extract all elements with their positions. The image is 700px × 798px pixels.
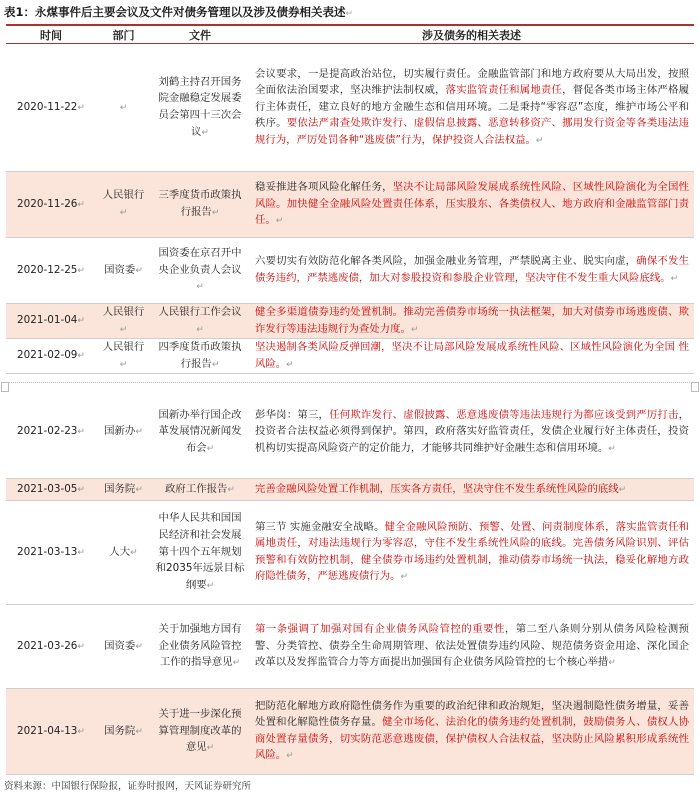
highlighted-text: 完善金融风险处置工作机制，压实各方责任，坚决守住不发生系统性风险的底线 xyxy=(255,482,619,495)
highlighted-text: 健全多渠道债券违约处置机制。推动完善债券市场统一执法框架，加大对债券市场逃废债、欺诈发行等违法违规行为查处力度。 xyxy=(255,306,689,335)
dept-cell xyxy=(96,172,151,238)
highlighted-text: 确保不发生债务违约，严禁逃废债，加大对参股投资和参股企业管理，坚决守住不发生重大风险底线。 xyxy=(255,255,690,284)
header-row xyxy=(6,25,694,44)
time-cell xyxy=(6,688,96,774)
dept-cell xyxy=(96,339,151,374)
dept-cell-text: 人大 xyxy=(109,545,131,558)
doc-cell-text: 关于进一步深化预算管理制度改革的意见 xyxy=(158,707,242,754)
time-cell xyxy=(6,500,96,604)
doc-cell xyxy=(151,688,249,774)
doc-cell-text: 政府工作报告 xyxy=(165,482,228,495)
paragraph-mark: ↵ xyxy=(119,208,128,218)
table-row xyxy=(6,604,694,688)
paragraph-mark: ↵ xyxy=(77,641,85,652)
time-cell-text: 2021-02-23 xyxy=(17,425,78,438)
content-text: 会议要求，一是提高政治站位，切实履行责任。金融监管部门和地方政府要从大局出发，按照全面依法治国要求，坚决维护法制权威， xyxy=(255,67,689,97)
doc-cell-text: 四季度货币政策执行报告 xyxy=(158,341,242,370)
doc-cell xyxy=(151,500,249,604)
paragraph-mark: ↵ xyxy=(77,547,85,558)
paragraph-mark: ↵ xyxy=(77,265,85,276)
paragraph-mark: ↵ xyxy=(201,127,209,138)
doc-cell xyxy=(151,304,249,339)
table-row xyxy=(6,478,694,500)
highlighted-text: 落实监管责任和属地责任 xyxy=(445,84,563,97)
paragraph-mark: ↵ xyxy=(135,484,143,495)
doc-cell xyxy=(151,604,249,688)
dept-cell-text: 人民银行 xyxy=(102,306,145,318)
paragraph-mark: ↵ xyxy=(275,216,284,227)
table-row xyxy=(6,386,694,478)
table-title: 表1：永煤事件后主要会议及文件对债务管理以及涉及债券相关表述↵ xyxy=(4,5,354,19)
paragraph-mark: ↵ xyxy=(400,572,409,583)
time-cell xyxy=(6,339,96,374)
dept-cell-text: 人民银行 xyxy=(102,189,145,202)
dept-cell xyxy=(96,688,151,774)
highlighted-text: 要依法严肃查处欺诈发行、虚假信息披露、恶意转移资产、挪用发行资金等各类违法违规行为，严厉处罚各种“逃废债”行为，保护投资人合法权益。 xyxy=(255,117,690,146)
time-cell-text: 2021-03-26 xyxy=(17,639,78,652)
doc-cell xyxy=(151,478,249,500)
doc-cell-text: 国资委在京召开中央企业负责人会议 xyxy=(158,247,242,276)
time-cell-text: 2020-11-22 xyxy=(17,100,78,113)
doc-cell-text: 关于加强地方国有企业债务风险管控工作的指导意见 xyxy=(158,622,242,669)
header-time: 时间 xyxy=(6,25,96,44)
page-gap-cell xyxy=(6,374,694,387)
time-cell xyxy=(6,172,96,238)
table-row xyxy=(6,339,694,374)
doc-cell-text: 人民银行工作会议 xyxy=(158,306,242,318)
time-cell xyxy=(6,386,96,478)
highlighted-text: 任何欺诈发行、虚假披露、恶意逃废债等违法违规行为都应该受到严厉打击 xyxy=(329,408,679,421)
highlighted-text: 坚决遏制各类风险反弹回潮，坚决不让局部风险发展成系统性风险、区域性风险演化为全国 性风险。 xyxy=(255,341,689,370)
time-cell xyxy=(6,44,96,172)
paragraph-mark: ↵ xyxy=(286,751,294,762)
content-cell xyxy=(249,500,694,604)
paragraph-mark: ↵ xyxy=(119,102,128,113)
paragraph-mark: ↵ xyxy=(77,726,85,737)
doc-cell xyxy=(151,339,249,374)
dept-cell xyxy=(96,386,151,478)
dept-cell-text: 国资委 xyxy=(104,639,136,652)
highlighted-text: 第一条强调了加强对国有企业债务风险管控的重要性 xyxy=(255,622,505,635)
paragraph-mark: ↵ xyxy=(206,743,215,754)
dept-cell xyxy=(96,478,151,500)
paragraph-mark: ↵ xyxy=(211,208,220,218)
dept-cell xyxy=(96,44,151,172)
paragraph-mark: ↵ xyxy=(196,324,204,335)
header-doc: 文件 xyxy=(151,25,249,44)
content-text: 稳妥推进各项风险化解任务， xyxy=(255,181,393,194)
content-text: 六要切实有效防范化解各类风险，加强金融业务管理，严禁脱离主业、脱实向虚， xyxy=(255,255,637,268)
paragraph-mark: ↵ xyxy=(196,282,204,293)
content-text: 彭华岗：第三， xyxy=(255,408,330,421)
paragraph-mark: ↵ xyxy=(227,484,235,495)
time-cell xyxy=(6,238,96,304)
paragraph-mark: ↵ xyxy=(211,359,220,370)
dept-cell xyxy=(96,304,151,339)
content-cell xyxy=(249,44,694,172)
paragraph-mark: ↵ xyxy=(77,427,85,438)
time-cell-text: 2021-02-09 xyxy=(17,349,78,362)
content-text: 把防范化解地方政府隐性债务作为重要的政治纪律和政治规矩，坚决遏制隐性债务增量，妥善处置和化解隐性债务存量。 xyxy=(255,699,689,729)
dept-cell-text: 国新办 xyxy=(104,425,136,438)
paragraph-mark: ↵ xyxy=(232,658,241,669)
paragraph-mark: ↵ xyxy=(77,199,85,210)
paragraph-mark: ↵ xyxy=(286,359,294,370)
paragraph-mark: ↵ xyxy=(119,359,128,370)
time-cell-text: 2021-03-13 xyxy=(17,545,78,558)
doc-cell xyxy=(151,386,249,478)
time-cell-text: 2021-01-04 xyxy=(17,314,78,327)
time-cell-text: 2020-11-26 xyxy=(17,197,78,210)
time-cell xyxy=(6,304,96,339)
source-note: 资料来源：中国银行保险报，证券时报网，天风证券研究所 xyxy=(4,781,252,792)
page-break-marker-left xyxy=(1,382,9,392)
page-break-marker-right xyxy=(691,382,699,392)
dept-cell xyxy=(96,500,151,604)
paragraph-mark: ↵ xyxy=(77,102,85,113)
content-cell xyxy=(249,238,694,304)
dept-cell-text: 国资委 xyxy=(104,263,136,276)
doc-cell-text: 中华人民共和国国民经济和社会发展第十四个五年规划和2035年远景目标纲要 xyxy=(155,512,245,591)
content-cell xyxy=(249,604,694,688)
dept-cell xyxy=(96,604,151,688)
paragraph-mark: ↵ xyxy=(206,580,215,591)
paragraph-mark: ↵ xyxy=(618,484,627,495)
dept-cell-text: 国务院 xyxy=(104,724,136,737)
doc-cell-text: 刘鹤主持召开国务院金融稳定发展委员会第四十三次会议 xyxy=(158,75,242,138)
content-text: ，督促各类市场主体严格履行主体责任，建立良好的地方金融生态和信用环境。二是秉持“零容忍”态度，维护市场公平和秩序。 xyxy=(255,84,690,130)
paragraph-mark: ↵ xyxy=(77,484,85,495)
paragraph-mark: ↵ xyxy=(535,135,544,146)
paragraph-mark: ↵ xyxy=(135,265,143,276)
table-row xyxy=(6,688,694,774)
paragraph-mark: ↵ xyxy=(135,641,143,652)
header-content: 涉及债务的相关表述 xyxy=(249,25,694,44)
paragraph-mark: ↵ xyxy=(608,658,616,669)
content-cell xyxy=(249,304,694,339)
highlighted-text: 健全市场化、法治化的债务违约处置机制，鼓励债务人、债权人协商处置存量债务，切实防范恶意逃废债，保护债权人合法权益，坚决防止风险累积形成系统性风险。 xyxy=(255,716,690,762)
time-cell xyxy=(6,478,96,500)
highlighted-text: 坚决不让局部风险发展成系统性风险、区域性风险演化为全国性风险。加快健全金融风险处置责任体系，压实股东、各类债权人、地方政府和金融监管部门责任。 xyxy=(255,181,689,227)
time-cell-text: 2020-12-25 xyxy=(17,263,78,276)
paragraph-mark: ↵ xyxy=(135,726,143,737)
table-row xyxy=(6,44,694,172)
table-row xyxy=(6,172,694,238)
paragraph-mark: ↵ xyxy=(206,443,215,454)
paragraph-mark: ↵ xyxy=(77,351,85,362)
page-gap xyxy=(6,374,694,387)
highlighted-text: 健全金融风险预防、预警、处置、问责制度体系，落实监管责任和属地责任，对违法违规行为零容忍，守住不发生系统性风险的底线。完善债务风险识别、评估预警和有效防控机制，健全债券市场违约处置机制，推动债券市场统一执法，稳妥化解地方政府隐性债务，严惩逃废债行为。 xyxy=(255,520,690,583)
paragraph-mark: ↵ xyxy=(608,443,616,454)
paragraph-mark: ↵ xyxy=(670,274,679,284)
paragraph-mark: ↵ xyxy=(77,316,85,327)
header-dept: 部门 xyxy=(96,25,151,44)
doc-cell xyxy=(151,172,249,238)
table-row xyxy=(6,304,694,339)
doc-cell xyxy=(151,238,249,304)
content-cell xyxy=(249,386,694,478)
policy-table xyxy=(6,24,694,775)
dept-cell-text: 人民银行 xyxy=(102,341,145,354)
paragraph-mark: ↵ xyxy=(135,427,143,438)
table-row xyxy=(6,238,694,304)
paragraph-mark: ↵ xyxy=(410,324,419,335)
doc-cell xyxy=(151,44,249,172)
content-cell xyxy=(249,339,694,374)
dept-cell xyxy=(96,238,151,304)
time-cell-text: 2021-03-05 xyxy=(17,482,78,495)
content-text: 第三节 实施金融安全战略。 xyxy=(255,520,385,533)
paragraph-mark: ↵ xyxy=(119,324,128,335)
time-cell-text: 2021-04-13 xyxy=(17,724,78,737)
doc-cell-text: 国新办举行国企改革发展情况新闻发布会 xyxy=(158,408,242,454)
table-row xyxy=(6,500,694,604)
content-text: ，第二至八条则分别从债务风险检测预警、分类管控、债券全生命周期管理、依法处置债券违约风险、规范债务资金用途、深化国企改革以及发挥监管合力等方面提出加强国有企业债务风险管控的七个核心举措 xyxy=(255,622,690,669)
content-cell xyxy=(249,172,694,238)
paragraph-mark: ↵ xyxy=(130,547,138,558)
time-cell xyxy=(6,604,96,688)
content-text: ，投资者合法权益必须得到保护。第四，政府落实好监管责任，发债企业履行好主体责任，投资机构切实提高风险资产的定价能力，才能够共同维护好金融生态和信用环境。 xyxy=(255,408,690,454)
dept-cell-text: 国务院 xyxy=(104,482,136,495)
doc-cell-text: 三季度货币政策执行报告 xyxy=(158,189,242,218)
content-cell xyxy=(249,478,694,500)
page-gap-line xyxy=(6,382,694,383)
content-cell xyxy=(249,688,694,774)
